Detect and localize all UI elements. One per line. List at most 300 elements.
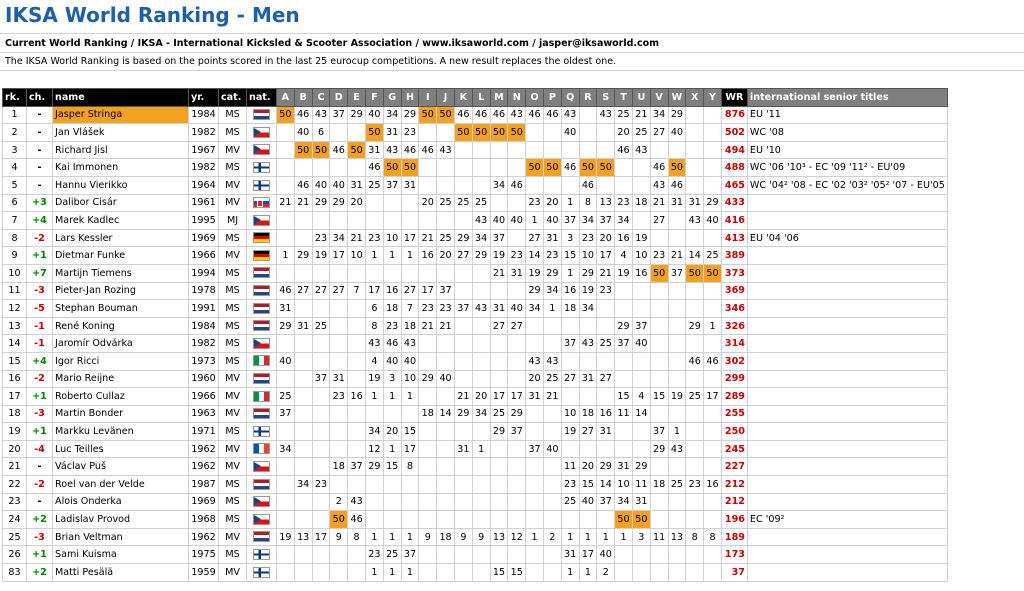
score-cell: 21 — [543, 388, 561, 406]
birth-year: 1959 — [189, 564, 219, 582]
world-ranking-points: 433 — [721, 194, 747, 212]
rank-cell: 18 — [3, 405, 27, 423]
flag-cz-icon — [253, 496, 270, 507]
score-cell: 1 — [277, 247, 295, 265]
score-cell — [472, 546, 490, 564]
flag-it-icon — [253, 355, 270, 366]
score-cell — [312, 352, 330, 370]
score-cell — [454, 212, 472, 230]
score-cell — [686, 511, 704, 529]
score-cell: 34 — [579, 300, 597, 318]
score-cell — [383, 405, 401, 423]
birth-year: 1982 — [189, 124, 219, 142]
table-row — [3, 317, 948, 335]
rank-cell: 13 — [3, 317, 27, 335]
score-cell — [543, 141, 561, 159]
score-cell: 46 — [277, 282, 295, 300]
score-cell: 29 — [277, 317, 295, 335]
score-cell: 21 — [668, 247, 686, 265]
world-ranking-points: 250 — [721, 423, 747, 441]
score-cell: 37 — [454, 300, 472, 318]
nationality-cell — [247, 176, 277, 194]
score-cell: 27 — [312, 282, 330, 300]
titles-cell: EC '09² — [747, 511, 947, 529]
score-cell — [365, 405, 383, 423]
score-cell: 1 — [383, 440, 401, 458]
birth-year: 1966 — [189, 247, 219, 265]
score-cell — [490, 511, 508, 529]
score-cell — [615, 440, 633, 458]
rank-cell: 24 — [3, 511, 27, 529]
score-cell: 31 — [597, 423, 615, 441]
birth-year: 1969 — [189, 229, 219, 247]
score-cell: 37 — [490, 229, 508, 247]
score-cell: 40 — [277, 352, 295, 370]
score-cell: 43 — [597, 106, 615, 124]
score-cell: 43 — [508, 106, 526, 124]
score-cell: 17 — [704, 388, 722, 406]
score-cell — [454, 264, 472, 282]
score-cell — [454, 493, 472, 511]
score-cell: 25 — [561, 493, 579, 511]
change-cell: +7 — [27, 264, 53, 282]
score-cell: 43 — [472, 212, 490, 230]
score-cell — [472, 335, 490, 353]
score-cell: 37 — [401, 546, 419, 564]
titles-cell: WC '06 '10³ - EC '09 '11² - EU'09 — [747, 159, 947, 177]
score-cell: 40 — [668, 124, 686, 142]
score-cell: 31 — [615, 458, 633, 476]
score-cell: 29 — [543, 264, 561, 282]
score-cell: 31 — [294, 317, 312, 335]
score-cell — [294, 423, 312, 441]
category: MV — [219, 440, 247, 458]
score-cell: 1 — [401, 247, 419, 265]
score-cell: 31 — [579, 370, 597, 388]
score-cell — [668, 511, 686, 529]
score-cell — [419, 493, 437, 511]
score-cell: 46 — [365, 159, 383, 177]
rank-cell: 23 — [3, 493, 27, 511]
table-row — [3, 194, 948, 212]
category: MV — [219, 176, 247, 194]
birth-year: 1978 — [189, 282, 219, 300]
score-cell: 15 — [579, 476, 597, 494]
score-cell — [294, 388, 312, 406]
score-cell: 12 — [508, 528, 526, 546]
score-cell — [597, 300, 615, 318]
score-cell: 29 — [294, 247, 312, 265]
score-cell: 40 — [543, 212, 561, 230]
score-cell — [437, 511, 455, 529]
header-competition-g: G — [383, 89, 401, 107]
score-cell — [348, 370, 366, 388]
score-cell — [348, 159, 366, 177]
score-cell: 50 — [597, 159, 615, 177]
score-cell — [650, 546, 668, 564]
score-cell: 34 — [543, 282, 561, 300]
score-cell — [526, 476, 544, 494]
score-cell: 25 — [277, 388, 295, 406]
titles-cell — [747, 546, 947, 564]
score-cell: 46 — [419, 141, 437, 159]
score-cell — [472, 370, 490, 388]
score-cell — [597, 388, 615, 406]
score-cell: 21 — [650, 194, 668, 212]
score-cell: 37 — [632, 317, 650, 335]
score-cell: 15 — [561, 247, 579, 265]
change-cell: - — [27, 458, 53, 476]
birth-year: 1982 — [189, 159, 219, 177]
table-row — [3, 458, 948, 476]
score-cell — [632, 546, 650, 564]
world-ranking-points: 37 — [721, 564, 747, 582]
score-cell — [330, 423, 348, 441]
athlete-name: Ladislav Provod — [53, 511, 189, 529]
score-cell: 23 — [597, 282, 615, 300]
score-cell — [579, 440, 597, 458]
flag-fi-icon — [253, 426, 270, 437]
birth-year: 1964 — [189, 176, 219, 194]
score-cell — [454, 335, 472, 353]
score-cell: 40 — [312, 176, 330, 194]
score-cell: 46 — [472, 106, 490, 124]
category: MV — [219, 564, 247, 582]
score-cell — [454, 458, 472, 476]
athlete-name: Jan Vlášek — [53, 124, 189, 142]
score-cell — [632, 300, 650, 318]
score-cell: 23 — [401, 124, 419, 142]
score-cell — [686, 300, 704, 318]
birth-year: 1962 — [189, 458, 219, 476]
score-cell — [383, 511, 401, 529]
header-competition-a: A — [277, 89, 295, 107]
change-cell: - — [27, 159, 53, 177]
score-cell — [419, 440, 437, 458]
score-cell — [472, 352, 490, 370]
score-cell: 20 — [597, 229, 615, 247]
score-cell — [686, 423, 704, 441]
titles-cell — [747, 247, 947, 265]
score-cell: 23 — [365, 229, 383, 247]
score-cell — [419, 335, 437, 353]
change-cell: -1 — [27, 335, 53, 353]
athlete-name: Roberto Cullaz — [53, 388, 189, 406]
score-cell: 37 — [561, 335, 579, 353]
score-cell — [704, 159, 722, 177]
table-row — [3, 106, 948, 124]
score-cell — [277, 423, 295, 441]
table-row — [3, 176, 948, 194]
score-cell: 17 — [508, 388, 526, 406]
score-cell: 34 — [650, 106, 668, 124]
score-cell — [419, 546, 437, 564]
score-cell: 14 — [437, 405, 455, 423]
score-cell — [632, 159, 650, 177]
score-cell: 46 — [294, 176, 312, 194]
birth-year: 1969 — [189, 493, 219, 511]
score-cell — [277, 159, 295, 177]
score-cell: 18 — [561, 300, 579, 318]
score-cell: 43 — [348, 493, 366, 511]
score-cell: 50 — [312, 141, 330, 159]
score-cell — [348, 300, 366, 318]
score-cell — [419, 564, 437, 582]
score-cell — [686, 229, 704, 247]
score-cell — [437, 176, 455, 194]
score-cell — [348, 212, 366, 230]
score-cell — [277, 176, 295, 194]
category: MS — [219, 159, 247, 177]
score-cell — [348, 440, 366, 458]
score-cell — [312, 388, 330, 406]
score-cell: 40 — [508, 212, 526, 230]
score-cell: 31 — [454, 440, 472, 458]
score-cell: 1 — [561, 528, 579, 546]
score-cell — [704, 335, 722, 353]
titles-cell — [747, 370, 947, 388]
score-cell: 40 — [437, 370, 455, 388]
score-cell — [294, 159, 312, 177]
score-cell: 46 — [383, 335, 401, 353]
score-cell: 29 — [454, 405, 472, 423]
birth-year: 1987 — [189, 476, 219, 494]
score-cell — [419, 423, 437, 441]
header-competition-h: H — [401, 89, 419, 107]
score-cell: 19 — [277, 528, 295, 546]
score-cell — [579, 141, 597, 159]
score-cell: 18 — [650, 476, 668, 494]
score-cell: 50 — [437, 106, 455, 124]
rank-cell: 7 — [3, 212, 27, 230]
score-cell — [686, 141, 704, 159]
score-cell: 46 — [454, 106, 472, 124]
nationality-cell — [247, 528, 277, 546]
score-cell: 25 — [615, 106, 633, 124]
score-cell — [454, 141, 472, 159]
score-cell: 34 — [615, 212, 633, 230]
score-cell — [686, 564, 704, 582]
score-cell: 37 — [277, 405, 295, 423]
score-cell — [437, 159, 455, 177]
score-cell: 16 — [383, 282, 401, 300]
score-cell — [508, 511, 526, 529]
score-cell — [348, 352, 366, 370]
header-competition-u: U — [632, 89, 650, 107]
change-cell: +2 — [27, 564, 53, 582]
score-cell: 21 — [419, 317, 437, 335]
nationality-cell — [247, 247, 277, 265]
score-cell — [472, 264, 490, 282]
score-cell: 40 — [561, 124, 579, 142]
score-cell — [561, 176, 579, 194]
score-cell — [277, 370, 295, 388]
score-cell — [277, 229, 295, 247]
score-cell — [419, 159, 437, 177]
header-competition-t: T — [615, 89, 633, 107]
score-cell — [437, 388, 455, 406]
table-row — [3, 212, 948, 230]
category: MV — [219, 528, 247, 546]
athlete-name: Luc Teilles — [53, 440, 189, 458]
score-cell — [348, 476, 366, 494]
nationality-cell — [247, 423, 277, 441]
score-cell — [650, 282, 668, 300]
header-competition-e: E — [348, 89, 366, 107]
score-cell: 8 — [579, 194, 597, 212]
world-ranking-points: 416 — [721, 212, 747, 230]
score-cell: 18 — [383, 300, 401, 318]
world-ranking-points: 227 — [721, 458, 747, 476]
score-cell — [597, 317, 615, 335]
score-cell: 43 — [543, 352, 561, 370]
table-row — [3, 440, 948, 458]
score-cell — [330, 264, 348, 282]
rank-cell: 14 — [3, 335, 27, 353]
change-cell: -3 — [27, 282, 53, 300]
birth-year: 1968 — [189, 511, 219, 529]
score-cell: 50 — [508, 124, 526, 142]
score-cell — [419, 176, 437, 194]
score-cell — [650, 352, 668, 370]
score-cell: 37 — [312, 370, 330, 388]
score-cell: 3 — [632, 528, 650, 546]
score-cell: 20 — [615, 124, 633, 142]
change-cell: - — [27, 141, 53, 159]
score-cell: 29 — [597, 458, 615, 476]
score-cell: 37 — [383, 176, 401, 194]
score-cell — [419, 124, 437, 142]
score-cell — [330, 124, 348, 142]
score-cell: 15 — [383, 458, 401, 476]
header-competition-k: K — [454, 89, 472, 107]
score-cell — [294, 370, 312, 388]
score-cell: 27 — [454, 247, 472, 265]
score-cell — [330, 440, 348, 458]
score-cell — [526, 176, 544, 194]
score-cell — [650, 370, 668, 388]
score-cell: 23 — [686, 476, 704, 494]
nationality-cell — [247, 282, 277, 300]
score-cell — [508, 352, 526, 370]
score-cell: 20 — [383, 423, 401, 441]
flag-de-icon — [253, 250, 270, 261]
athlete-name: Stephan Bouman — [53, 300, 189, 318]
change-cell: +1 — [27, 423, 53, 441]
score-cell: 19 — [365, 370, 383, 388]
score-cell: 1 — [365, 388, 383, 406]
score-cell — [294, 458, 312, 476]
nationality-cell — [247, 141, 277, 159]
score-cell — [454, 511, 472, 529]
score-cell — [543, 511, 561, 529]
score-cell — [650, 493, 668, 511]
athlete-name: Pieter-Jan Rozing — [53, 282, 189, 300]
score-cell — [348, 264, 366, 282]
score-cell — [312, 264, 330, 282]
nationality-cell — [247, 493, 277, 511]
score-cell: 1 — [615, 528, 633, 546]
score-cell — [526, 564, 544, 582]
score-cell: 34 — [526, 300, 544, 318]
titles-cell — [747, 335, 947, 353]
score-cell: 19 — [526, 264, 544, 282]
flag-fi-icon — [253, 180, 270, 191]
header-competition-v: V — [650, 89, 668, 107]
score-cell: 23 — [330, 388, 348, 406]
score-cell — [704, 564, 722, 582]
change-cell: +3 — [27, 194, 53, 212]
score-cell — [437, 124, 455, 142]
score-cell — [597, 141, 615, 159]
table-row — [3, 159, 948, 177]
score-cell: 1 — [668, 423, 686, 441]
score-cell: 46 — [330, 141, 348, 159]
nationality-cell — [247, 212, 277, 230]
score-cell: 29 — [668, 106, 686, 124]
score-cell — [526, 317, 544, 335]
score-cell — [383, 212, 401, 230]
score-cell — [543, 458, 561, 476]
score-cell: 19 — [312, 247, 330, 265]
table-row — [3, 564, 948, 582]
score-cell — [561, 317, 579, 335]
category: MS — [219, 423, 247, 441]
score-cell — [330, 352, 348, 370]
nationality-cell — [247, 405, 277, 423]
change-cell: - — [27, 176, 53, 194]
score-cell — [668, 282, 686, 300]
score-cell — [508, 493, 526, 511]
score-cell — [704, 106, 722, 124]
titles-cell — [747, 440, 947, 458]
score-cell — [294, 352, 312, 370]
header-name: name — [53, 89, 189, 107]
score-cell: 46 — [561, 159, 579, 177]
rank-cell: 16 — [3, 370, 27, 388]
score-cell: 15 — [490, 564, 508, 582]
score-cell — [401, 476, 419, 494]
score-cell: 25 — [437, 194, 455, 212]
score-cell — [579, 106, 597, 124]
score-cell: 46 — [543, 106, 561, 124]
score-cell — [490, 440, 508, 458]
header-competition-d: D — [330, 89, 348, 107]
score-cell: 1 — [579, 528, 597, 546]
score-cell: 37 — [668, 264, 686, 282]
score-cell — [401, 511, 419, 529]
score-cell — [615, 176, 633, 194]
score-cell — [579, 124, 597, 142]
score-cell — [383, 493, 401, 511]
score-cell — [454, 423, 472, 441]
rank-cell: 5 — [3, 176, 27, 194]
nationality-cell — [247, 388, 277, 406]
score-cell — [401, 405, 419, 423]
table-row — [3, 511, 948, 529]
score-cell — [294, 493, 312, 511]
score-cell — [348, 405, 366, 423]
score-cell — [686, 405, 704, 423]
score-cell — [543, 335, 561, 353]
score-cell: 43 — [383, 141, 401, 159]
athlete-name: Roel van der Velde — [53, 476, 189, 494]
score-cell — [597, 176, 615, 194]
score-cell: 37 — [597, 212, 615, 230]
category: MV — [219, 194, 247, 212]
nationality-cell — [247, 194, 277, 212]
score-cell — [419, 511, 437, 529]
